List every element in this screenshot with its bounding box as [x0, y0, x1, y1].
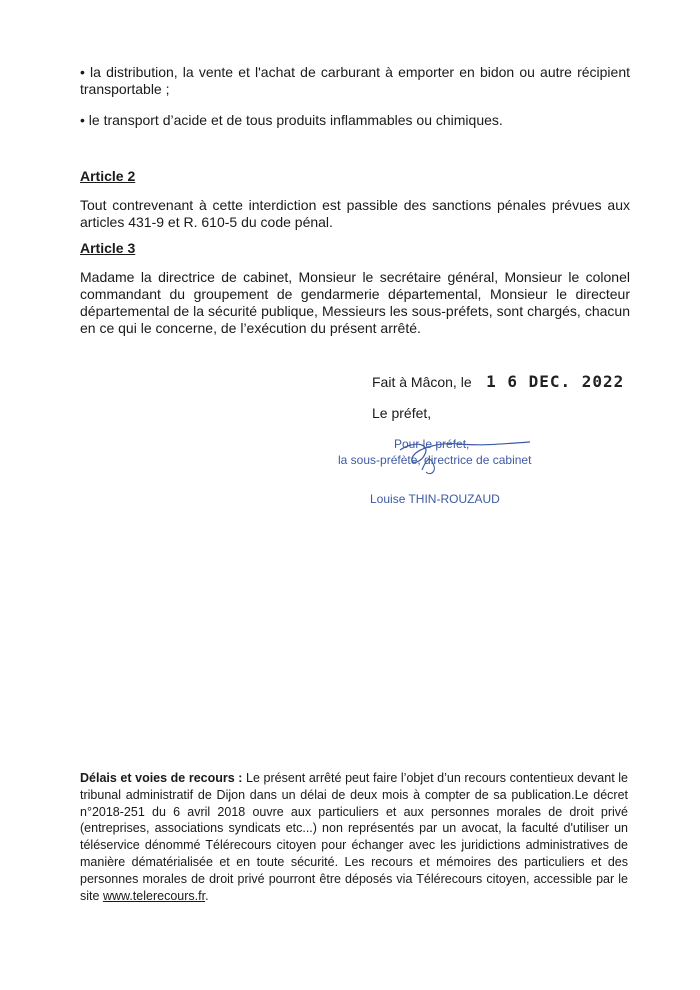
signature-place-date [372, 372, 624, 392]
signature-stamp [330, 432, 550, 482]
signatory-name: Louise THIN-ROUZAUD [370, 492, 500, 506]
article-2 [80, 168, 630, 231]
signature-role: Le préfet, [372, 405, 432, 421]
appeal-notice-end: . [205, 888, 209, 903]
date-stamp: 1 6 DEC. 2022 [486, 372, 625, 391]
article-2-text: Tout contrevenant à cette interdiction est passible des sanctions pénales prévues aux articles 431-9 et R. 610-5 du code pénal. [80, 197, 630, 230]
appeal-notice-label: Délais et voies de recours : [80, 771, 243, 785]
appeal-notice [80, 770, 628, 904]
article-3 [80, 240, 630, 337]
telerecours-link[interactable]: www.telerecours.fr [102, 888, 206, 903]
handwritten-signature [330, 432, 550, 482]
bullet-list [80, 64, 630, 129]
article-3-text: Madame la directrice de cabinet, Monsieur le secrétaire général, Monsieur le colonel commandant du groupement de gendarmerie départemental, Monsieur le directeur départemental de la sécurité publique, Messieurs les sous-préfets, sont chargés, chacun en ce qui le concerne, de l’exécution du présent arrêté. [80, 269, 630, 336]
bullet-item-chemicals: • le transport d’acide et de tous produits inflammables ou chimiques. [80, 112, 503, 128]
signature-place: Fait à Mâcon, le [372, 374, 472, 390]
article-2-heading: Article 2 [80, 168, 136, 184]
stamp-line-2: la sous-préfète, directrice de cabinet [338, 453, 532, 467]
bullet-item-fuel: • la distribution, la vente et l'achat de carburant à emporter en bidon ou autre récipient transportable ; [80, 64, 630, 97]
appeal-notice-text: Le présent arrêté peut faire l’objet d’un recours contentieux devant le tribunal administratif de Dijon dans un délai de deux mois à compter de sa publication.Le décret n°2018-251 du 6 avril 2018 ouvre aux particuliers et aux personnes morales de droit privé (entreprises, associations syndicats etc...) non représentés par un avocat, la faculté d'utiliser un téléservice dénommé Télérecours citoyen pour échanger avec les juridictions administratives de manière dématérialisée et en toute sécurité. Les recours et mémoires des particuliers et des personnes morales de droit privé pourront être déposés via Télérecours citoyen, accessible par le site [80, 771, 629, 903]
article-3-heading: Article 3 [80, 240, 136, 256]
stamp-line-1: Pour le préfet, [394, 437, 470, 451]
